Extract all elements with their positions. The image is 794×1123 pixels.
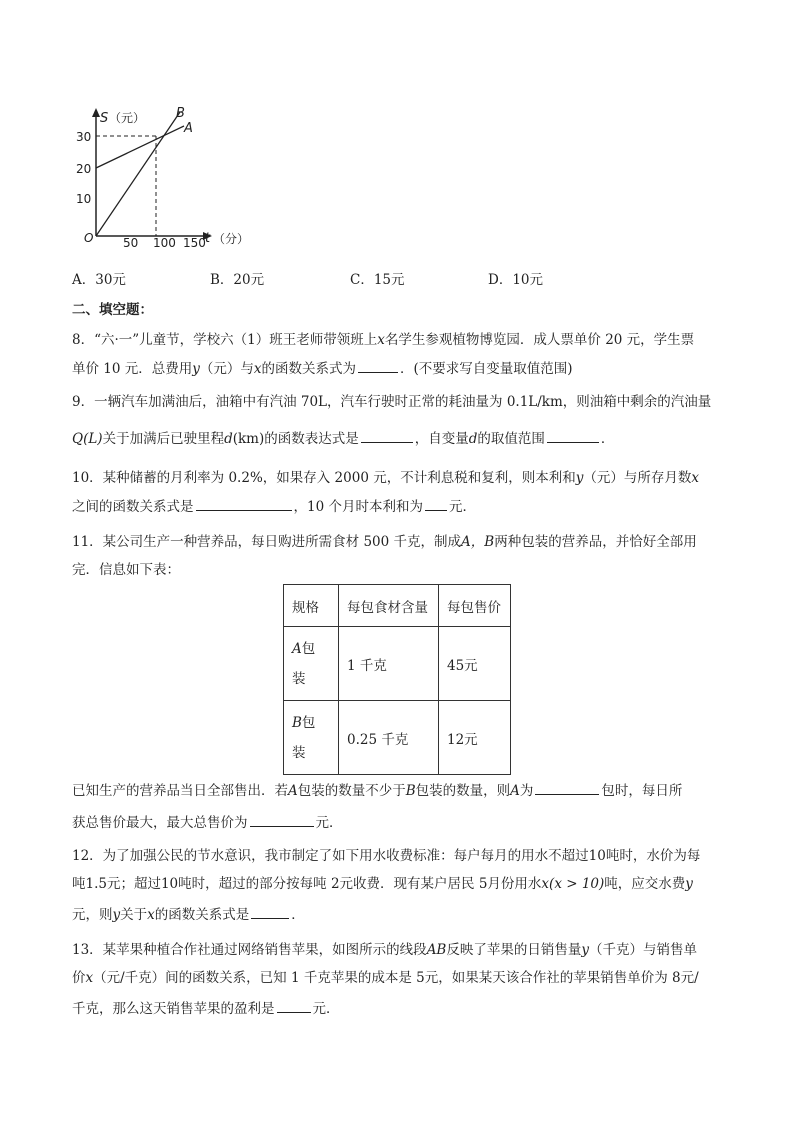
q12-text: 吨1.5元；超过10吨时，超过的部分按每吨 2元收费．现有某户居民 5月份用水 — [72, 876, 542, 892]
table-cell: 1 千克 — [339, 627, 439, 701]
q9-text: ． — [600, 431, 615, 447]
table-cell: 0.25 千克 — [339, 701, 439, 775]
table-cell: 45元 — [439, 627, 511, 701]
q11-answer-blank-2[interactable] — [250, 812, 314, 827]
q12-line1: 12．为了加强公民的节水意识，我市制定了如下用水收费标准：每户每月的用水不超过10吨时，水价为每 — [72, 848, 701, 864]
q8-answer-blank[interactable] — [358, 358, 398, 373]
q10-text: 之间的函数关系式是 — [72, 499, 194, 515]
y-tick-20: 20 — [76, 162, 92, 176]
q11-var: A — [288, 783, 298, 799]
q8-text: （元）与 — [199, 361, 254, 377]
q8-var: x — [377, 332, 385, 348]
line-a — [96, 126, 184, 168]
q12-var: y — [685, 876, 693, 892]
q11-var: B — [405, 783, 416, 799]
x-tick-100: 100 — [153, 236, 176, 250]
q11-var: A，B — [461, 534, 495, 550]
section-heading: 二、填空题： — [72, 302, 153, 318]
q9-var: d — [468, 431, 478, 447]
q9-answer-blank-2[interactable] — [547, 428, 599, 443]
q9-line1: 9．一辆汽车加满油后，油箱中有汽油 70L，汽车行驶时正常的耗油量为 0.1L/km，则油箱中剩余的汽油量 — [72, 394, 712, 410]
q9-text: 的函数表达式是 — [264, 431, 359, 447]
q13-var: x — [85, 970, 94, 986]
table-header-cell: 每包食材含量 — [339, 585, 439, 627]
q8-text: 8．“六·一”儿童节，学校六（1）班王老师带领班上 — [72, 332, 378, 348]
q8-var: y — [192, 361, 200, 377]
q9-answer-blank-1[interactable] — [361, 428, 413, 443]
q12-var: y — [112, 907, 121, 923]
q13-text: （千克）与销售单 — [589, 942, 697, 958]
q10-line1 — [72, 468, 699, 488]
q12-text: 吨，应交水费 — [604, 876, 686, 892]
function-graph — [72, 100, 262, 250]
q13-line2 — [72, 968, 699, 988]
x-tick-150: 150 — [183, 236, 206, 250]
q13-line1 — [72, 940, 697, 960]
q8-text: 的函数关系式为 — [261, 361, 357, 377]
table-row — [284, 701, 511, 775]
q11-text: 包时，每日所 — [601, 783, 683, 799]
q12-answer-blank[interactable] — [251, 904, 289, 919]
q11-line3 — [72, 780, 682, 801]
table-cell: 12元 — [439, 701, 511, 775]
q10-var: y — [575, 470, 584, 486]
q13-text: 价 — [72, 970, 86, 986]
row-name: 包 — [301, 714, 316, 731]
q13-text: 千克，那么这天销售苹果的盈利是 — [72, 1001, 275, 1017]
option-c[interactable]: C．15元 — [350, 272, 405, 288]
row-name: 装 — [292, 670, 306, 687]
q11-text: 两种包装的营养品，并恰好全部用 — [494, 534, 697, 550]
q12-text: 的函数关系式是 — [154, 907, 250, 923]
table-cell — [284, 701, 339, 775]
q11-text: 元． — [315, 815, 343, 831]
table-header-row — [284, 585, 511, 627]
q11-line4 — [72, 812, 343, 833]
line-b — [96, 112, 180, 236]
y-axis-arrow — [92, 108, 100, 117]
row-var: B — [292, 714, 302, 731]
q11-text: 为 — [519, 783, 534, 799]
q12-var: x — [147, 907, 155, 923]
q9-var: d — [224, 431, 233, 447]
table-header-cell: 每包售价 — [439, 585, 511, 627]
option-a[interactable]: A．30元 — [72, 272, 126, 288]
q8-text: ．(不要求写自变量取值范围) — [400, 361, 573, 377]
q10-line2 — [72, 496, 476, 517]
option-b[interactable]: B．20元 — [210, 272, 265, 288]
line-a-label: A — [184, 121, 193, 136]
q13-var: AB — [426, 942, 447, 958]
q13-text: 13．某苹果种植合作社通过网络销售苹果，如图所示的线段 — [72, 942, 427, 958]
x-axis-unit: （分） — [213, 232, 250, 246]
q11-info-table — [283, 584, 511, 775]
q9-text: 关于加满后已驶里程 — [102, 431, 225, 447]
q12-line3 — [72, 904, 305, 925]
q12-var: (x > 10) — [549, 876, 605, 892]
q11-text: 包装的数量不少于 — [297, 783, 406, 799]
q12-text: ． — [291, 907, 305, 923]
x-axis-var: t — [205, 231, 211, 246]
x-tick-50: 50 — [123, 236, 139, 250]
q8-text: 名学生参观植物博览园．成人票单价 20 元，学生票 — [384, 332, 695, 348]
row-name: 装 — [292, 744, 306, 761]
q11-var: A — [510, 783, 520, 799]
q12-text: 关于 — [120, 907, 148, 923]
row-var: A — [292, 640, 302, 657]
q9-text: 的取值范围 — [477, 431, 545, 447]
q13-line3 — [72, 998, 340, 1019]
q9-text: ，自变量 — [414, 431, 469, 447]
q11-text: 包装的数量，则 — [415, 783, 511, 799]
q10-text: 元． — [448, 499, 476, 515]
q10-answer-blank-1[interactable] — [196, 496, 292, 511]
q13-var: y — [581, 942, 589, 958]
line-b-label: B — [176, 106, 185, 121]
q11-answer-blank-1[interactable] — [535, 780, 599, 795]
q8-var: x — [253, 361, 262, 377]
q13-text: 元． — [312, 1001, 340, 1017]
q10-text: （元）与所存月数 — [583, 470, 692, 486]
q12-line2 — [72, 874, 693, 894]
table-cell — [284, 627, 339, 701]
q11-line2: 完．信息如下表： — [72, 562, 180, 578]
q9-var: Q(L) — [72, 431, 103, 447]
q11-text: 获总售价最大，最大总售价为 — [72, 815, 248, 831]
q13-text: 反映了苹果的日销售量 — [446, 942, 582, 958]
table-row — [284, 627, 511, 701]
q9-text: (km) — [232, 431, 265, 447]
q10-text: 10．某种储蓄的月利率为 0.2%，如果存入 2000 元，不计利息税和复利，则本利和 — [72, 470, 576, 486]
q11-text: 11．某公司生产一种营养品，每日购进所需食材 500 千克，制成 — [72, 534, 462, 550]
q8-text: 单价 10 元．总费用 — [72, 361, 193, 377]
q12-text: 元，则 — [72, 907, 113, 923]
row-name: 包 — [301, 640, 316, 657]
q8-line1 — [72, 330, 694, 350]
q11-line1 — [72, 532, 697, 552]
table-header-cell: 规格 — [284, 585, 339, 627]
q11-text: 已知生产的营养品当日全部售出．若 — [72, 783, 288, 799]
q10-text: ，10 个月时本利和为 — [293, 499, 423, 515]
q8-line2 — [72, 358, 573, 379]
origin-label: O — [84, 231, 94, 245]
q9-line2 — [72, 428, 614, 449]
q13-answer-blank[interactable] — [277, 998, 311, 1013]
y-axis-unit: （元） — [109, 111, 146, 125]
q10-answer-blank-2[interactable] — [425, 496, 447, 511]
q10-var: x — [691, 470, 699, 486]
q12-var: x — [541, 876, 550, 892]
option-d[interactable]: D．10元 — [488, 272, 544, 288]
y-axis-var: S — [100, 111, 109, 126]
y-tick-30: 30 — [76, 130, 92, 144]
q13-text: （元/千克）间的函数关系，已知 1 千克苹果的成本是 5元，如果某天该合作社的苹果销售单价为 8元/ — [93, 970, 699, 986]
y-tick-10: 10 — [76, 192, 92, 206]
